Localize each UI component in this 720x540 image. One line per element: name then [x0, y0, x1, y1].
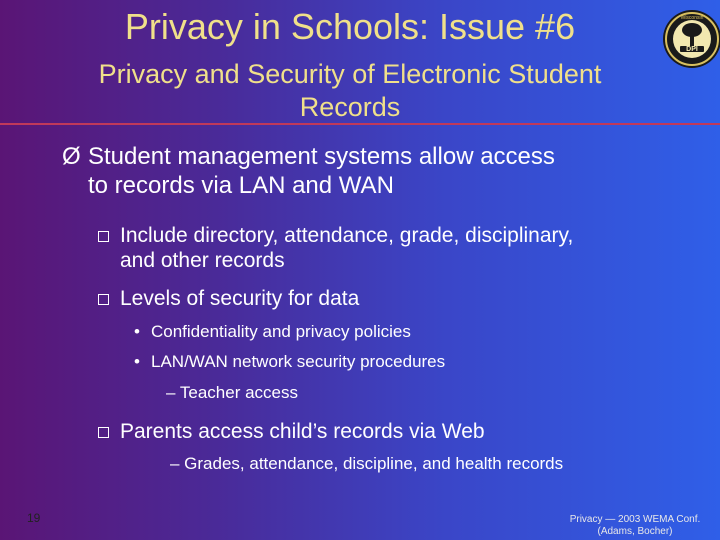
- sub-bullet-parents-text: Parents access child’s records via Web: [120, 420, 485, 443]
- parent-records-item: – Grades, attendance, discipline, and health records: [170, 454, 564, 473]
- dpi-logo: [661, 8, 720, 70]
- logo-top-text: Wisconsin: [680, 15, 704, 21]
- main-bullet-line-2: to records via LAN and WAN: [88, 172, 394, 199]
- sub-bullet-records-line-2: and other records: [120, 249, 285, 272]
- arrow-bullet-icon: Ø: [62, 143, 81, 170]
- footer-line-2: (Adams, Bocher): [597, 526, 673, 537]
- slide-footer: [560, 514, 710, 538]
- logo-bottom-text: DPI: [686, 46, 698, 53]
- page-number: 19: [27, 511, 41, 525]
- subtitle-line-1: Privacy and Security of Electronic Student: [98, 59, 602, 89]
- sub-bullet-records-line-1: Include directory, attendance, grade, disciplinary,: [120, 224, 574, 247]
- sub-bullet-security-text: Levels of security for data: [120, 287, 360, 310]
- teacher-access-item: – Teacher access: [166, 383, 298, 402]
- title-divider: [0, 123, 720, 125]
- security-item-procedures-text: LAN/WAN network security procedures: [151, 352, 446, 371]
- security-item-policies-text: Confidentiality and privacy policies: [151, 322, 411, 341]
- square-bullet-icon: [98, 231, 109, 242]
- slide-subtitle: [40, 58, 660, 124]
- footer-line-1: Privacy — 2003 WEMA Conf.: [569, 514, 701, 525]
- square-bullet-icon: [98, 294, 109, 305]
- dpi-logo-icon: [661, 8, 720, 70]
- dot-bullet-icon: •: [134, 322, 140, 341]
- slide-title: Privacy in Schools: Issue #6: [124, 6, 576, 47]
- dot-bullet-icon: •: [134, 352, 140, 371]
- main-bullet-line-1: Student management systems allow access: [88, 143, 555, 170]
- square-bullet-icon: [98, 427, 109, 438]
- subtitle-line-2: Records: [299, 92, 401, 122]
